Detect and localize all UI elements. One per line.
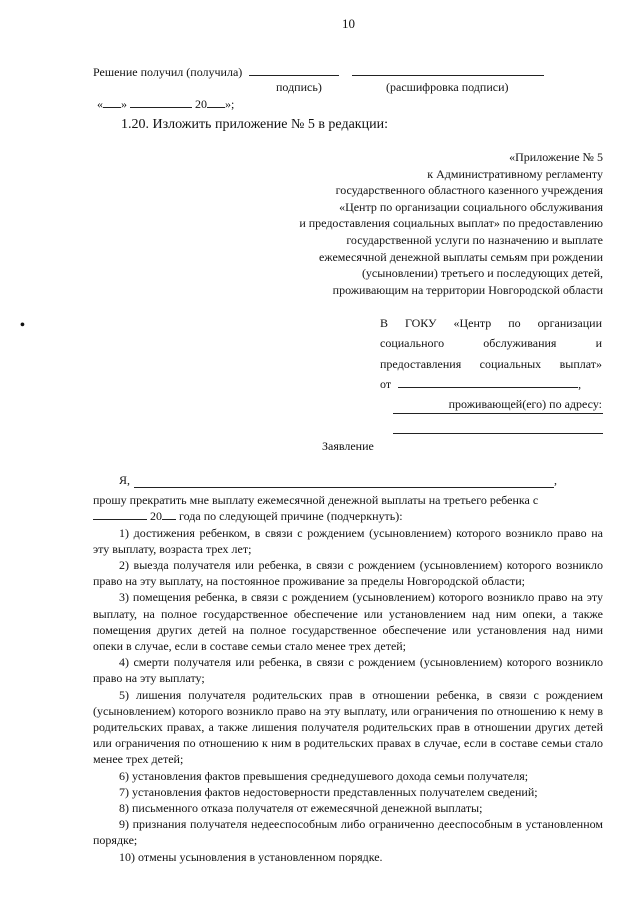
signature-decoding-line bbox=[352, 63, 544, 76]
reason-item: 2) выезда получателя или ребенка, в связи с рождением (усыновлением) которого возникло право на эту выплату, на постоянное проживание за пределы Новгородской области; bbox=[93, 558, 603, 589]
name-comma: , bbox=[554, 473, 558, 487]
date-reason-row bbox=[93, 508, 603, 524]
address-line-blank-2 bbox=[393, 433, 603, 434]
reason-item: 8) письменного отказа получателя от ежемесячной денежной выплаты; bbox=[119, 801, 483, 816]
date-close-quote: » bbox=[121, 97, 127, 111]
from-label: от bbox=[380, 376, 392, 391]
applicant-name-line bbox=[134, 475, 554, 488]
section-heading: 1.20. Изложить приложение № 5 в редакции: bbox=[121, 117, 388, 132]
residing-label: проживающей(его) по адресу: bbox=[448, 397, 602, 412]
margin-mark: • bbox=[20, 318, 25, 333]
signature-decoding-caption: (расшифровка подписи) bbox=[386, 80, 509, 94]
page-number: 10 bbox=[342, 16, 355, 31]
date-line bbox=[97, 96, 234, 112]
appendix-line: государственной услуги по назначению и выплате bbox=[346, 232, 603, 247]
appendix-line: (усыновлении) третьего и последующих детей, bbox=[361, 266, 603, 281]
appendix-line: ежемесячной денежной выплаты семьям при рождении bbox=[318, 249, 603, 264]
signature-line bbox=[249, 63, 339, 76]
decision-received-row bbox=[93, 63, 544, 80]
address-block bbox=[380, 313, 602, 414]
date-end: »; bbox=[225, 97, 235, 111]
i-label: Я, bbox=[119, 473, 131, 487]
reason-item: 7) установления фактов недостоверности представленных получателем сведений; bbox=[119, 784, 538, 799]
form-title: Заявление bbox=[322, 439, 374, 453]
reason-intro: года по следующей причине (подчеркнуть): bbox=[179, 509, 403, 524]
address-line-1: В ГОКУ «Центр по организации bbox=[380, 316, 602, 330]
signature-caption: подпись) bbox=[276, 80, 322, 94]
address-line-3: предоставления социальных выплат» bbox=[380, 356, 602, 371]
statement-body bbox=[93, 472, 603, 865]
appendix-header bbox=[243, 149, 603, 298]
appendix-line: и предоставления социальных выплат» по предоставлению bbox=[299, 216, 603, 231]
from-row: от , bbox=[380, 376, 582, 391]
reason-item: 6) установления фактов превышения среднедушевого дохода семьи получателя; bbox=[119, 768, 529, 783]
reason-item: 4) смерти получателя или ребенка, в связи с рождением (усыновлением) которого возникло право на эту выплату; bbox=[93, 655, 603, 686]
reason-item: 3) помещения ребенка, в связи с рождением (усыновлением) которого возникло право на эту выплату, на полное государственное обеспечение или установлением над ним опеки, а также помещения других детей на полное государственное обеспечение или установления над ними опеки в случае, если в составе семьи стало менее трех детей; bbox=[93, 590, 603, 654]
day-blank bbox=[103, 96, 121, 108]
start-year-blank bbox=[162, 508, 176, 520]
reason-item: 9) признания получателя недееспособным либо ограниченно дееспособным в установленном порядке; bbox=[93, 817, 603, 848]
applicant-name-row bbox=[93, 472, 603, 488]
address-line-2: социального обслуживания и bbox=[380, 336, 602, 351]
address-line-blank-1 bbox=[393, 413, 603, 414]
reason-item: 5) лишения получателя родительских прав в отношении ребенка, в связи с рождением (усыновлением) которого возникло право на эту выплату, или ограничения по отношению к нему в родительских правах, а также лишения получателя родительских прав в отношении других детей или ограничения по отношению к ним в родительских правах в случае, если в составе семьи стало менее трех детей; bbox=[93, 687, 603, 767]
decision-received-label: Решение получил (получила) bbox=[93, 65, 243, 79]
appendix-line: проживающим на территории Новгородской области bbox=[332, 282, 603, 297]
year-prefix: 20 bbox=[195, 97, 207, 111]
date-open-quote: « bbox=[97, 97, 103, 111]
reason-item: 1) достижения ребенком, в связи с рождением (усыновлением) которого возникло право на эту выплату, возраста трех лет; bbox=[93, 525, 603, 556]
start-year-prefix: 20 bbox=[150, 509, 162, 524]
month-blank bbox=[130, 96, 192, 108]
from-name-line bbox=[398, 375, 578, 388]
appendix-line: государственного областного казенного учреждения bbox=[335, 183, 603, 198]
year-blank bbox=[207, 96, 225, 108]
reason-item: 10) отмены усыновления в установленном порядке. bbox=[119, 849, 383, 864]
appendix-line: «Центр по организации социального обслуживания bbox=[339, 199, 603, 214]
request-text: прошу прекратить мне выплату ежемесячной денежной выплаты на третьего ребенка с bbox=[93, 493, 539, 508]
start-date-blank bbox=[93, 508, 147, 520]
appendix-line: к Административному регламенту bbox=[427, 166, 603, 181]
appendix-line: «Приложение № 5 bbox=[509, 150, 603, 164]
